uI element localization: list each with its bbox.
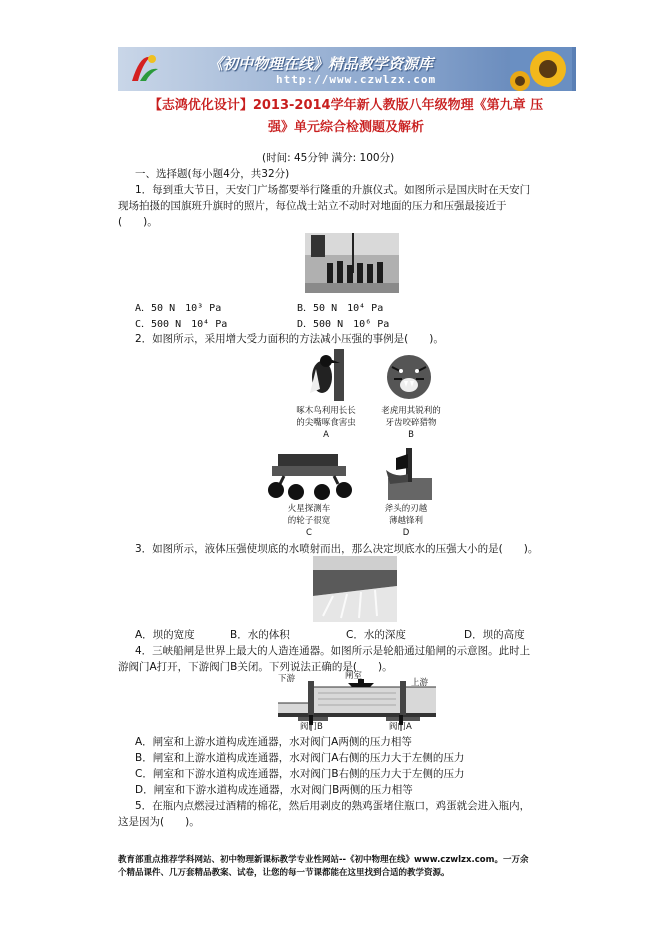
title-line-1: 【志鸿优化设计】2013-2014学年新人教版八年级物理《第九章 压 [148,98,544,113]
q3-option-d: D．坝的高度 [464,629,525,641]
q2-caption-b-1: 老虎用其锐利的 [381,406,441,416]
q2-letter-d: D [402,528,410,538]
q1-line-2: 现场拍摄的国旗班升旗时的照片，每位战士站立不动时对地面的压力和压强最接近于 [118,200,507,212]
axe-image [378,448,440,500]
q2-letter-c: C [306,528,312,538]
q4-line-2: 游阀门A打开，下游阀门B关闭。下列说法正确的是( )。 [118,661,393,673]
q3-option-c: C．水的深度 [346,629,406,641]
q2-caption-b [355,405,467,441]
q1-option-a: A．50 N 10³ Pa [135,303,222,314]
tiger-image [384,349,434,401]
q3-option-b: B．水的体积 [230,629,290,641]
q2-caption-a-1: 啄木鸟利用长长 [296,406,356,416]
q5-line-2: 这是因为( )。 [118,816,200,828]
q2-stem: 2．如图所示，采用增大受力面积的方法减小压强的事例是( )。 [135,333,444,345]
q4-line-1: 4．三峡船闸是世界上最大的人造连通器。如图所示是轮船通过船闸的示意图。此时上 [135,645,531,657]
section-heading: 一、选择题(每小题4分，共32分) [135,168,290,180]
fig-upstream-label: 上游 [411,678,429,688]
dam-photo [313,556,397,622]
q4-option-b: B．闸室和上游水道构成连通器，水对阀门A右侧的压力大于左侧的压力 [135,752,465,764]
q2-caption-d-1: 斧头的刃越 [384,504,428,514]
q4-option-a: A．闸室和上游水道构成连通器，水对阀门A两侧的压力相等 [135,736,412,748]
q2-caption-d-2: 薄越锋利 [388,516,423,526]
q2-letter-b: B [408,430,414,440]
banner-url[interactable]: http://www.czwlzx.com [276,73,437,86]
fig-downstream-label: 下游 [278,674,296,684]
fig-lock-label: 闸室 [345,671,363,681]
title-line-2: 强》单元综合检测题及解析 [267,120,424,135]
q2-caption-d [350,503,462,539]
q2-caption-a-2: 的尖嘴啄食害虫 [296,418,356,428]
q2-caption-c [253,503,365,539]
q5-line-1: 5．在瓶内点燃浸过酒精的棉花，然后用剥皮的熟鸡蛋堵住瓶口，鸡蛋就会进入瓶内， [135,800,531,812]
document-title [86,95,606,139]
q2-caption-c-1: 火星探测车 [287,504,331,514]
banner-title: 《初中物理在线》精品教学资源库 [208,55,434,73]
footer-line-1: 教育部重点推荐学科网站、初中物理新课标教学专业性网站--《初中物理在线》www.czwlzx.com。一万余 [118,855,529,865]
fig-gate-a-label: 阀门A [389,722,412,732]
q3-stem: 3．如图所示，液体压强使坝底的水喷射而出，那么决定坝底水的压强大小的是( )。 [135,543,539,555]
q4-option-d: D．闸室和下游水道构成连通器，水对阀门B两侧的压力相等 [135,784,413,796]
flag-raising-photo [305,233,399,293]
footer-line-2: 个精品课件、几万套精品教案、试卷，让您的每一节课都能在这里找到合适的教学资源。 [118,868,450,878]
q2-caption-b-2: 牙齿咬碎猎物 [385,418,437,428]
q2-letter-a: A [323,430,329,440]
fig-gate-b-label: 阀门B [300,722,323,732]
q1-option-c: C．500 N 10⁴ Pa [135,319,228,330]
q4-option-c: C．闸室和下游水道构成连通器，水对阀门B右侧的压力大于左侧的压力 [135,768,465,780]
woodpecker-image [300,349,352,401]
header-banner [118,47,576,91]
q2-caption-c-2: 的轮子很宽 [287,516,331,526]
exam-info: (时间: 45分钟 满分: 100分) [262,152,395,164]
q3-option-a: A．坝的宽度 [135,629,195,641]
mars-rover-image [264,450,354,502]
q1-option-d: D．500 N 10⁶ Pa [297,319,390,330]
q1-line-3: ( )。 [118,216,158,228]
page-footer [118,854,558,880]
q1-line-1: 1．每到重大节日，天安门广场都要举行隆重的升旗仪式。如图所示是国庆时在天安门 [135,184,531,196]
site-logo-icon [126,51,162,87]
sunflower-icon [510,47,572,91]
q1-option-b: B．50 N 10⁴ Pa [297,303,384,314]
